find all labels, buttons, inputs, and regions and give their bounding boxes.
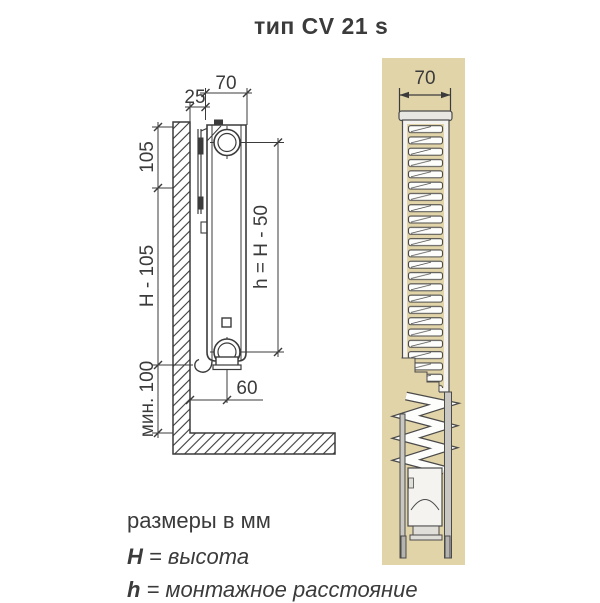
top-port — [210, 126, 284, 159]
top-clip — [214, 120, 223, 126]
dim-label-depth: 70 — [215, 73, 237, 94]
legend-height-line — [127, 544, 249, 570]
bottom-panel — [408, 468, 442, 526]
drain-plug — [222, 318, 231, 327]
dim-label-width: 70 — [414, 68, 436, 89]
bottom-hook — [195, 360, 212, 373]
legend-mount-text: = монтажное расстояние — [146, 577, 418, 602]
dim-label-body-height: H - 105 — [137, 244, 158, 308]
legend-height-text: = высота — [148, 544, 250, 569]
dim-label-pipe-offset: 60 — [236, 378, 258, 399]
grille — [407, 124, 444, 388]
legend-height-symbol: H — [127, 544, 143, 569]
panel-tab — [409, 478, 414, 488]
legend-units-note: размеры в мм — [127, 508, 271, 533]
legend-mount-line — [127, 577, 418, 603]
right-rail — [445, 392, 452, 558]
dim-label-wall-gap: 25 — [184, 87, 206, 108]
side-view — [137, 73, 335, 454]
dim-label-min-clearance: мин. 100 — [137, 360, 158, 438]
dim-label-top-offset: 105 — [137, 141, 158, 173]
dim-label-mount-height: h = H - 50 — [251, 205, 272, 289]
legend-mount-symbol: h — [127, 577, 141, 602]
page-title: тип CV 21 s — [254, 13, 389, 39]
front-view — [382, 58, 465, 565]
top-cap — [399, 111, 452, 121]
